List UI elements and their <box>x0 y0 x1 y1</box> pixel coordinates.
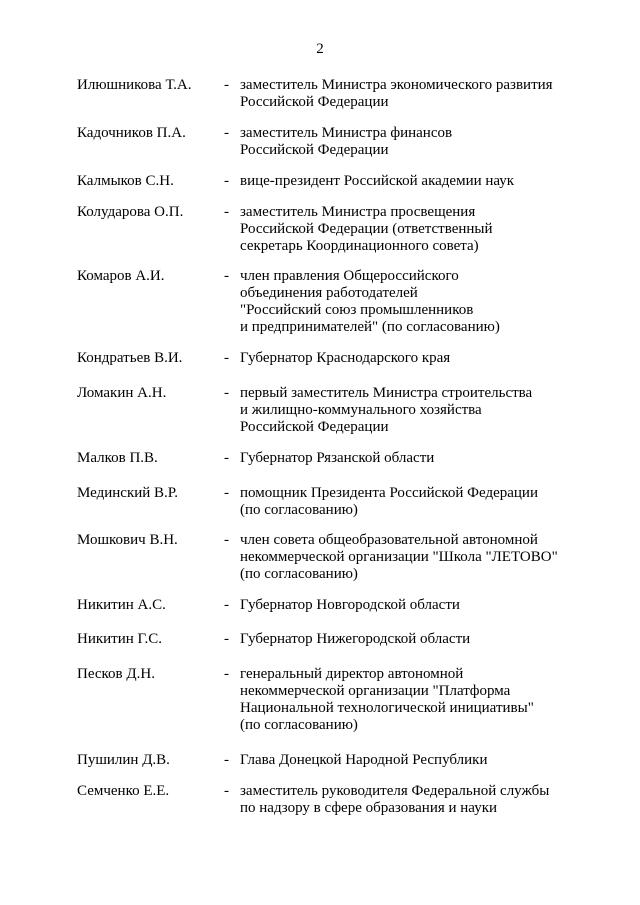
position-line: член совета общеобразовательной автономной <box>240 532 538 548</box>
member-position <box>240 125 630 159</box>
dash: - <box>224 450 229 466</box>
member-position <box>240 268 630 336</box>
position-line: (по согласованию) <box>240 566 358 582</box>
dash: - <box>224 77 229 93</box>
dash: - <box>224 173 229 189</box>
member-name: Мединский В.Р. <box>77 485 179 501</box>
member-position <box>240 752 630 769</box>
position-line: по надзору в сфере образования и науки <box>240 800 498 816</box>
member-name: Никитин Г.С. <box>77 631 163 647</box>
position-line: помощник Президента Российской Федерации <box>240 485 538 501</box>
position-line: генеральный директор автономной <box>240 666 464 682</box>
position-line: Глава Донецкой Народной Республики <box>240 752 488 768</box>
dash: - <box>224 666 229 682</box>
page-number: 2 <box>316 41 324 57</box>
position-line: Национальной технологической инициативы" <box>240 700 534 716</box>
dash: - <box>224 385 229 401</box>
member-position <box>240 485 630 519</box>
position-line: заместитель руководителя Федеральной службы <box>240 783 550 799</box>
member-position <box>240 204 630 255</box>
member-position <box>240 783 630 817</box>
dash: - <box>224 125 229 141</box>
position-line: "Российский союз промышленников <box>240 302 474 318</box>
position-line: Российской Федерации <box>240 94 389 110</box>
position-line: и жилищно-коммунального хозяйства <box>240 402 482 418</box>
position-line: Губернатор Новгородской области <box>240 597 460 613</box>
position-line: Российской Федерации (ответственный <box>240 221 493 237</box>
member-name: Кадочников П.А. <box>77 125 186 141</box>
position-line: (по согласованию) <box>240 717 358 733</box>
member-name: Песков Д.Н. <box>77 666 155 682</box>
member-name: Никитин А.С. <box>77 597 166 613</box>
member-name: Пушилин Д.В. <box>77 752 170 768</box>
member-name: Семченко Е.Е. <box>77 783 170 799</box>
member-position <box>240 77 630 111</box>
member-name: Кондратьев В.И. <box>77 350 183 366</box>
position-line: секретарь Координационного совета) <box>240 238 479 254</box>
dash: - <box>224 752 229 768</box>
member-position <box>240 450 630 467</box>
member-name: Калмыков С.Н. <box>77 173 174 189</box>
member-position <box>240 666 630 734</box>
dash: - <box>224 268 229 284</box>
member-name: Илюшникова Т.А. <box>77 77 192 93</box>
position-line: некоммерческой организации "Школа "ЛЕТОВО" <box>240 549 558 565</box>
position-line: вице-президент Российской академии наук <box>240 173 515 189</box>
member-name: Малков П.В. <box>77 450 158 466</box>
position-line: и предпринимателей" (по согласованию) <box>240 319 500 335</box>
dash: - <box>224 783 229 799</box>
position-line: Российской Федерации <box>240 419 389 435</box>
position-line: (по согласованию) <box>240 502 358 518</box>
position-line: заместитель Министра экономического развития <box>240 77 553 93</box>
dash: - <box>224 597 229 613</box>
dash: - <box>224 532 229 548</box>
member-name: Комаров А.И. <box>77 268 165 284</box>
member-name: Колударова О.П. <box>77 204 184 220</box>
dash: - <box>224 204 229 220</box>
member-position <box>240 385 630 436</box>
member-position <box>240 597 630 614</box>
position-line: объединения работодателей <box>240 285 418 301</box>
position-line: член правления Общероссийского <box>240 268 459 284</box>
dash: - <box>224 485 229 501</box>
position-line: некоммерческой организации "Платформа <box>240 683 511 699</box>
position-line: заместитель Министра просвещения <box>240 204 476 220</box>
member-name: Мошкович В.Н. <box>77 532 178 548</box>
member-position <box>240 532 630 583</box>
member-position <box>240 173 630 190</box>
dash: - <box>224 631 229 647</box>
member-position <box>240 631 630 648</box>
position-line: Губернатор Краснодарского края <box>240 350 451 366</box>
position-line: Губернатор Рязанской области <box>240 450 435 466</box>
position-line: Губернатор Нижегородской области <box>240 631 471 647</box>
member-position <box>240 350 630 367</box>
position-line: Российской Федерации <box>240 142 389 158</box>
position-line: первый заместитель Министра строительства <box>240 385 533 401</box>
position-line: заместитель Министра финансов <box>240 125 453 141</box>
dash: - <box>224 350 229 366</box>
member-name: Ломакин А.Н. <box>77 385 167 401</box>
